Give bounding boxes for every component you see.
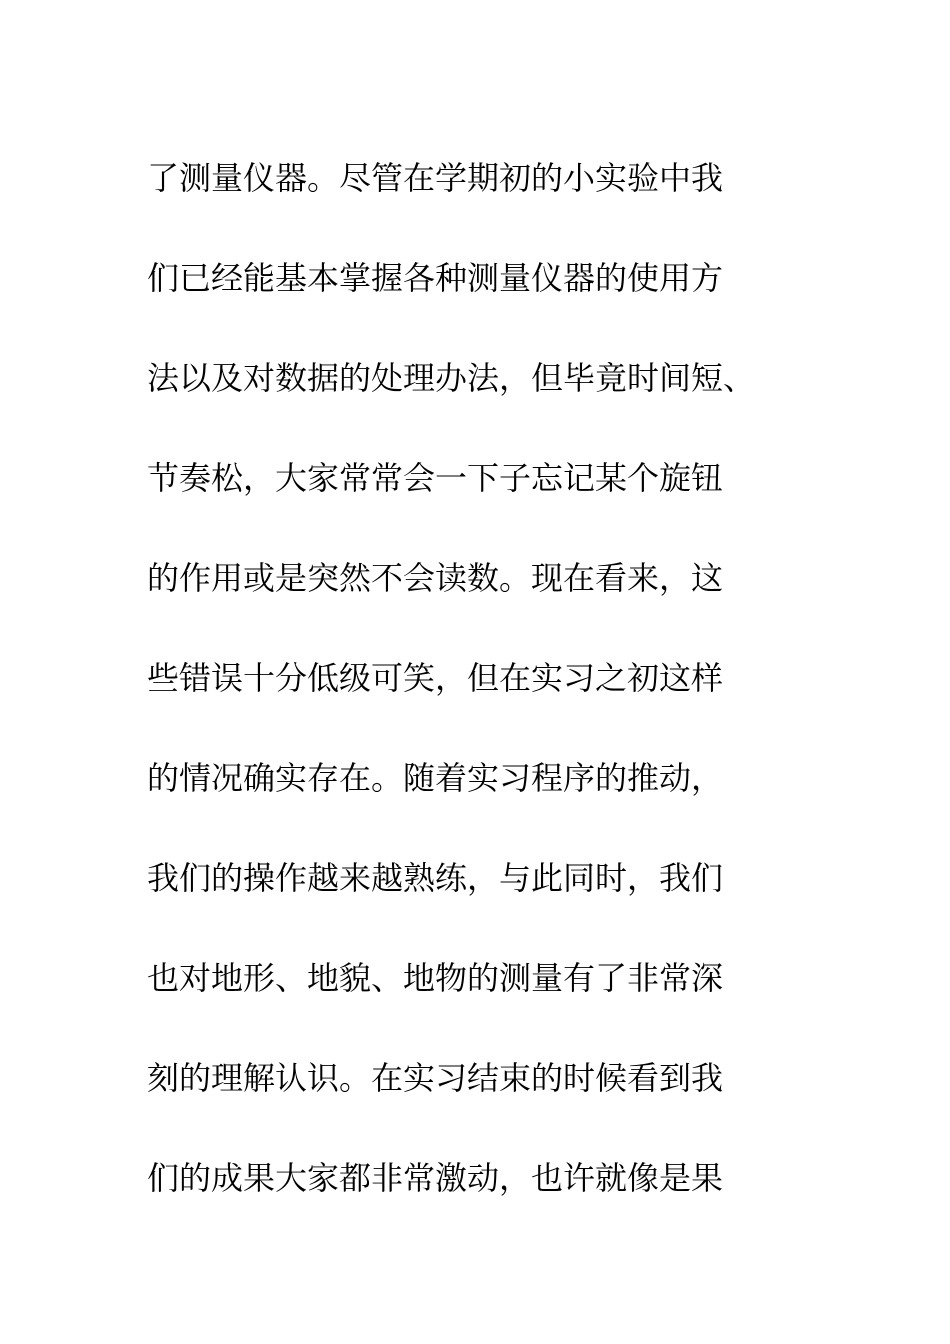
text-line: 了测量仪器。尽管在学期初的小实验中我 — [147, 159, 724, 197]
text-line: 也对地形、地貌、地物的测量有了非常深 — [147, 959, 724, 997]
text-line: 节奏松，大家常常会一下子忘记某个旋钮 — [147, 459, 724, 497]
text-line: 我们的操作越来越熟练，与此同时，我们 — [147, 859, 724, 897]
body-text — [147, 128, 827, 1228]
text-line: 的情况确实存在。随着实习程序的推动， — [147, 759, 724, 797]
text-line: 法以及对数据的处理办法，但毕竟时间短、 — [147, 359, 756, 397]
text-line: 些错误十分低级可笑，但在实习之初这样 — [147, 659, 724, 697]
text-line: 的作用或是突然不会读数。现在看来，这 — [147, 559, 724, 597]
text-line: 们已经能基本掌握各种测量仪器的使用方 — [147, 259, 724, 297]
text-line: 们的成果大家都非常激动，也许就像是果 — [147, 1159, 724, 1197]
text-line: 刻的理解认识。在实习结束的时候看到我 — [147, 1059, 724, 1097]
